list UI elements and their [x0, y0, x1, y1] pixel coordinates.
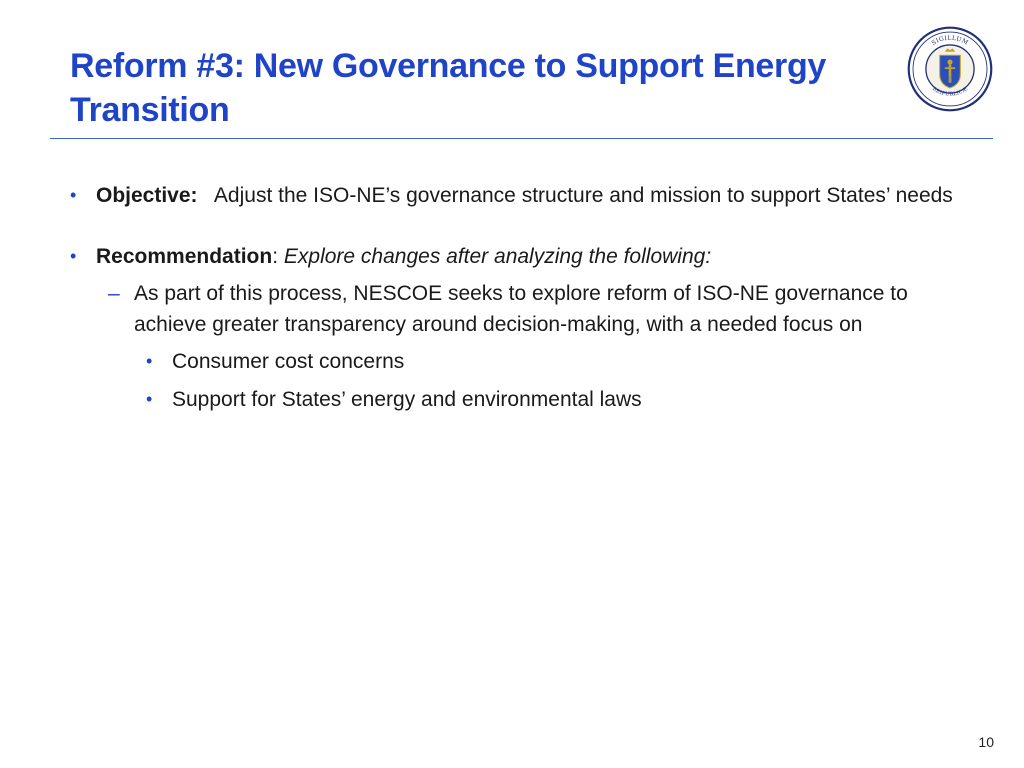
objective-bullet — [70, 180, 970, 211]
recommendation-bullet — [70, 241, 970, 415]
seal-text-top: SIGILLUM — [930, 34, 970, 47]
recommendation-label: Recommendation — [96, 245, 273, 268]
objective-label: Objective: — [96, 184, 198, 207]
list-item — [146, 346, 954, 377]
bullet-icon: • — [146, 389, 153, 409]
seal-text-bottom: REIPUBLICÆ — [930, 86, 969, 98]
slide-body — [70, 180, 970, 445]
dash-bullet-icon: – — [108, 282, 120, 305]
bullet-icon: • — [70, 185, 77, 205]
focus-list — [134, 346, 954, 415]
list-item — [146, 384, 954, 415]
recommendation-sub-item — [108, 278, 954, 415]
page-number: 10 — [978, 734, 994, 750]
bullet-icon: • — [70, 246, 77, 266]
bullet-icon: • — [146, 351, 153, 371]
objective-text: Adjust the ISO-NE’s governance structure and mission to support States’ needs — [213, 184, 953, 207]
recommendation-text: Explore changes after analyzing the following: — [283, 245, 712, 268]
sub-item-text: As part of this process, NESCOE seeks to explore reform of ISO-NE governance to achieve greater transparency around decision-making, with a needed focus on — [134, 282, 908, 336]
title-divider — [50, 138, 993, 139]
recommendation-separator: : — [272, 245, 279, 268]
massachusetts-seal-icon — [907, 26, 993, 112]
focus-item-text: Support for States’ energy and environmental laws — [172, 388, 642, 411]
focus-item-text: Consumer cost concerns — [172, 350, 405, 373]
slide-title: Reform #3: New Governance to Support Energy Transition — [70, 47, 827, 129]
